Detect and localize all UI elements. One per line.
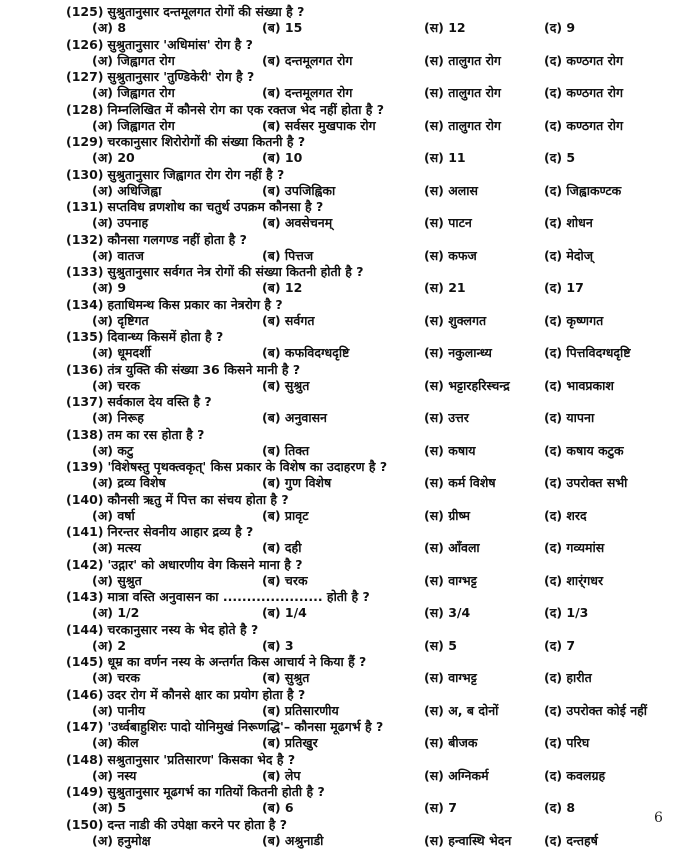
question-text: कौनसी ऋतु में पित्त का संचय होता है ? bbox=[107, 491, 289, 507]
question-list bbox=[0, 4, 680, 849]
option-d: (द) दन्तहर्ष bbox=[544, 832, 598, 848]
question-item bbox=[0, 134, 680, 167]
question-text: सप्तविध व्रणशोथ का चतुर्थ उपक्रम कौनसा है ? bbox=[107, 199, 324, 214]
question-text: 'उर्ध्वबाहुशिरः पादो योनिमुखं निरूणद्धि'– कौनसा मूढगर्भ है ? bbox=[107, 719, 384, 734]
question-number: (138) bbox=[66, 426, 104, 442]
question-number: (150) bbox=[66, 816, 104, 832]
option-a: (अ) वर्षा bbox=[92, 507, 135, 523]
option-b: (ब) सर्वगत bbox=[262, 312, 315, 328]
options-row bbox=[0, 183, 680, 200]
option-a: (अ) अधिजिह्वा bbox=[92, 182, 162, 198]
question-text: सश्रुतानुसार 'प्रतिसारण' किसका भेद है ? bbox=[107, 751, 296, 767]
question-line bbox=[0, 167, 680, 183]
question-item bbox=[0, 4, 680, 37]
option-b: (ब) 3 bbox=[262, 637, 294, 653]
option-a: (अ) द्रव्य विशेष bbox=[92, 475, 166, 490]
option-b: (ब) अनुवासन bbox=[262, 410, 327, 425]
option-d: (द) कवलग्रह bbox=[544, 767, 606, 783]
question-item bbox=[0, 362, 680, 395]
question-text: सर्वकाल देय वस्ति है ? bbox=[107, 394, 212, 409]
question-item bbox=[0, 69, 680, 102]
options-row bbox=[0, 215, 680, 232]
option-c: (स) 5 bbox=[424, 637, 457, 653]
question-item bbox=[0, 752, 680, 785]
question-line bbox=[0, 654, 680, 670]
options-row bbox=[0, 605, 680, 622]
option-a: (अ) दृष्टिगत bbox=[92, 312, 149, 328]
option-a: (अ) कटु bbox=[92, 442, 134, 458]
question-text: चरकानुसार नस्य के भेद होते है ? bbox=[107, 621, 259, 637]
question-item bbox=[0, 589, 680, 622]
option-a: (अ) नस्य bbox=[92, 767, 137, 783]
question-number: (127) bbox=[66, 69, 104, 84]
option-d: (द) 5 bbox=[544, 150, 576, 165]
option-d: (द) 8 bbox=[544, 800, 576, 815]
option-a: (अ) जिह्वागत रोग bbox=[92, 52, 175, 68]
question-item bbox=[0, 719, 680, 752]
question-text: निम्नलिखित में कौनसे रोग का एक रक्तज भेद नहीं होता है ? bbox=[107, 101, 385, 117]
question-number: (132) bbox=[66, 231, 104, 247]
option-c: (स) 12 bbox=[424, 20, 466, 35]
options-row bbox=[0, 248, 680, 265]
option-d: (द) 1/3 bbox=[544, 605, 589, 620]
question-number: (133) bbox=[66, 264, 104, 279]
question-text: मात्रा वस्ति अनुवासन का ..................... होती है ? bbox=[107, 589, 370, 604]
option-b: (ब) सर्वसर मुखपाक रोग bbox=[262, 117, 376, 133]
option-d: (द) 9 bbox=[544, 20, 576, 35]
option-d: (द) हारीत bbox=[544, 670, 592, 685]
question-line bbox=[0, 37, 680, 53]
option-d: (द) 7 bbox=[544, 637, 576, 653]
option-c: (स) उत्तर bbox=[424, 410, 469, 425]
question-number: (147) bbox=[66, 719, 104, 734]
question-number: (131) bbox=[66, 199, 104, 214]
option-d: (द) कण्ठगत रोग bbox=[544, 85, 623, 100]
options-row bbox=[0, 800, 680, 817]
question-line bbox=[0, 784, 680, 800]
question-line bbox=[0, 199, 680, 215]
option-d: (द) उपरोक्त सभी bbox=[544, 475, 628, 490]
question-item bbox=[0, 232, 680, 265]
question-line bbox=[0, 362, 680, 378]
option-c: (स) पाटन bbox=[424, 215, 472, 230]
question-line bbox=[0, 4, 680, 20]
option-d: (द) शोधन bbox=[544, 215, 593, 230]
option-b: (ब) प्रतिसारणीय bbox=[262, 702, 339, 718]
option-c: (स) वाग्भट्ट bbox=[424, 572, 477, 588]
question-line bbox=[0, 427, 680, 443]
option-b: (ब) पित्तज bbox=[262, 247, 314, 263]
question-number: (149) bbox=[66, 784, 104, 799]
question-line bbox=[0, 102, 680, 118]
option-b: (ब) कफविदग्धदृष्टि bbox=[262, 345, 350, 360]
option-a: (अ) 5 bbox=[92, 800, 127, 815]
question-text: तम का रस होता है ? bbox=[107, 426, 205, 442]
option-b: (ब) दन्तमूलगत रोग bbox=[262, 52, 353, 68]
options-row bbox=[0, 703, 680, 720]
option-a: (अ) कील bbox=[92, 735, 139, 750]
option-b: (ब) गुण विशेष bbox=[262, 475, 332, 490]
question-item bbox=[0, 557, 680, 590]
question-text: सुश्रुतानुसार 'अधिमांस' रोग है ? bbox=[107, 36, 253, 52]
options-row bbox=[0, 573, 680, 590]
option-b: (ब) अवसेचनम् bbox=[262, 215, 333, 230]
option-d: (द) भावप्रकाश bbox=[544, 377, 614, 393]
option-c: (स) तालुगत रोग bbox=[424, 85, 501, 100]
option-a: (अ) निरूह bbox=[92, 410, 144, 425]
question-number: (130) bbox=[66, 166, 104, 182]
question-item bbox=[0, 264, 680, 297]
option-d: (द) कण्ठगत रोग bbox=[544, 52, 623, 68]
option-b: (ब) 15 bbox=[262, 20, 303, 35]
question-line bbox=[0, 752, 680, 768]
option-b: (ब) 1/4 bbox=[262, 605, 307, 620]
question-number: (145) bbox=[66, 654, 104, 669]
option-a: (अ) सुश्रुत bbox=[92, 572, 142, 588]
option-c: (स) 11 bbox=[424, 150, 466, 165]
question-text: सुश्रुतानुसार जिह्वागत रोग रोग नहीं है ? bbox=[107, 166, 285, 182]
option-d: (द) गव्यमांस bbox=[544, 540, 605, 555]
option-a: (अ) मत्स्य bbox=[92, 540, 141, 555]
options-row bbox=[0, 540, 680, 557]
question-number: (128) bbox=[66, 101, 104, 117]
option-d: (द) कण्ठगत रोग bbox=[544, 117, 623, 133]
option-a: (अ) जिह्वागत रोग bbox=[92, 117, 175, 133]
option-c: (स) 21 bbox=[424, 280, 466, 295]
question-line bbox=[0, 297, 680, 313]
question-text: चरकानुसार शिरोरोगों की संख्या कितनी है ? bbox=[107, 134, 306, 149]
question-text: सुश्रुतानुसार दन्तमूलगत रोगों की संख्या है ? bbox=[107, 4, 305, 19]
question-number: (140) bbox=[66, 491, 104, 507]
question-line bbox=[0, 69, 680, 85]
options-row bbox=[0, 410, 680, 427]
question-text: उदर रोग में कौनसे क्षार का प्रयोग होता है ? bbox=[107, 686, 306, 702]
question-item bbox=[0, 524, 680, 557]
question-text: दन्त नाडी की उपेक्षा करने पर होता है ? bbox=[107, 816, 288, 832]
option-a: (अ) 8 bbox=[92, 20, 127, 35]
option-c: (स) 7 bbox=[424, 800, 457, 815]
option-d: (द) शार्ंगधर bbox=[544, 572, 604, 588]
option-d: (द) 17 bbox=[544, 280, 584, 295]
option-c: (स) शुक्लगत bbox=[424, 312, 487, 328]
question-text: निरन्तर सेवनीय आहार द्रव्य है ? bbox=[107, 524, 254, 539]
option-a: (अ) पानीय bbox=[92, 702, 146, 718]
question-item bbox=[0, 622, 680, 655]
options-row bbox=[0, 150, 680, 167]
option-c: (स) तालुगत रोग bbox=[424, 52, 501, 68]
options-row bbox=[0, 20, 680, 37]
option-d: (द) कृष्णगत bbox=[544, 312, 604, 328]
question-item bbox=[0, 784, 680, 817]
page-number: 6 bbox=[654, 810, 663, 826]
options-row bbox=[0, 508, 680, 525]
option-a: (अ) हनुमोक्ष bbox=[92, 832, 151, 848]
question-text: सुश्रुतानुसार मूढगर्भ का गतियों कितनी होती है ? bbox=[107, 784, 325, 799]
question-item bbox=[0, 329, 680, 362]
option-a: (अ) उपनाह bbox=[92, 215, 149, 230]
question-number: (126) bbox=[66, 36, 104, 52]
question-item bbox=[0, 687, 680, 720]
option-b: (ब) दन्तमूलगत रोग bbox=[262, 85, 353, 100]
option-b: (ब) अश्रुनाडी bbox=[262, 832, 324, 848]
question-item bbox=[0, 297, 680, 330]
question-item bbox=[0, 167, 680, 200]
question-line bbox=[0, 232, 680, 248]
option-a: (अ) जिह्वागत रोग bbox=[92, 85, 175, 100]
options-row bbox=[0, 735, 680, 752]
option-a: (अ) वातज bbox=[92, 247, 144, 263]
question-number: (139) bbox=[66, 459, 104, 474]
options-row bbox=[0, 768, 680, 785]
option-c: (स) नकुलान्ध्य bbox=[424, 345, 492, 360]
question-number: (146) bbox=[66, 686, 104, 702]
option-d: (द) जिह्वाकण्टक bbox=[544, 182, 622, 198]
option-c: (स) हन्वास्थि भेदन bbox=[424, 832, 512, 848]
option-b: (ब) 12 bbox=[262, 280, 303, 295]
option-a: (अ) चरक bbox=[92, 670, 140, 685]
options-row bbox=[0, 638, 680, 655]
options-row bbox=[0, 280, 680, 297]
question-line bbox=[0, 557, 680, 573]
question-text: सुश्रुतानुसार सर्वगत नेत्र रोगों की संख्या कितनी होती है ? bbox=[107, 264, 364, 279]
option-b: (ब) 6 bbox=[262, 800, 294, 815]
question-number: (148) bbox=[66, 751, 104, 767]
option-c: (स) अ, ब दोनों bbox=[424, 702, 499, 718]
option-d: (द) पित्तविदग्धदृष्टि bbox=[544, 345, 631, 360]
option-c: (स) कफज bbox=[424, 247, 477, 263]
option-c: (स) 3/4 bbox=[424, 605, 471, 620]
question-number: (141) bbox=[66, 524, 104, 539]
question-line bbox=[0, 817, 680, 833]
option-c: (स) बीजक bbox=[424, 735, 478, 750]
question-item bbox=[0, 394, 680, 427]
option-b: (ब) सुश्रुत bbox=[262, 377, 310, 393]
option-b: (ब) प्रावृट bbox=[262, 507, 309, 523]
option-b: (ब) सुश्रुत bbox=[262, 670, 310, 685]
option-a: (अ) 1/2 bbox=[92, 605, 140, 620]
option-a: (अ) 2 bbox=[92, 637, 127, 653]
question-line bbox=[0, 492, 680, 508]
question-item bbox=[0, 427, 680, 460]
option-c: (स) अलास bbox=[424, 182, 478, 198]
question-text: 'विशेषस्तु पृथक्त्वकृत्' किस प्रकार के विशेष का उदाहरण है ? bbox=[107, 459, 388, 474]
question-text: 'उद्गार' को अधारणीय वेग किसने माना है ? bbox=[107, 556, 303, 572]
question-text: हताधिमन्थ किस प्रकार का नेत्ररोग है ? bbox=[107, 296, 283, 312]
option-d: (द) उपरोक्त कोई नहीं bbox=[544, 702, 648, 718]
question-text: कौनसा गलगण्ड नहीं होता है ? bbox=[107, 231, 247, 247]
question-item bbox=[0, 199, 680, 232]
option-d: (द) परिघ bbox=[544, 735, 590, 750]
question-number: (125) bbox=[66, 4, 104, 19]
options-row bbox=[0, 443, 680, 460]
question-text: तंत्र युक्ति की संख्या 36 किसने मानी है ? bbox=[107, 361, 301, 377]
option-c: (स) तालुगत रोग bbox=[424, 117, 501, 133]
question-item bbox=[0, 817, 680, 850]
option-c: (स) आँवला bbox=[424, 540, 480, 555]
options-row bbox=[0, 53, 680, 70]
question-line bbox=[0, 329, 680, 345]
option-c: (स) कषाय bbox=[424, 442, 476, 458]
option-c: (स) भट्टारहरिस्चन्द्र bbox=[424, 377, 510, 393]
question-text: धूम्र का वर्णन नस्य के अन्तर्गत किस आचार्य ने किया हैं ? bbox=[107, 654, 367, 669]
question-item bbox=[0, 459, 680, 492]
question-line bbox=[0, 687, 680, 703]
options-row bbox=[0, 85, 680, 102]
option-b: (ब) चरक bbox=[262, 572, 308, 588]
options-row bbox=[0, 475, 680, 492]
option-c: (स) अग्निकर्म bbox=[424, 767, 489, 783]
question-line bbox=[0, 134, 680, 150]
options-row bbox=[0, 313, 680, 330]
question-line bbox=[0, 622, 680, 638]
question-line bbox=[0, 719, 680, 735]
option-c: (स) वाग्भट्ट bbox=[424, 670, 477, 685]
option-b: (ब) तिक्त bbox=[262, 442, 310, 458]
option-d: (द) शरद bbox=[544, 507, 587, 523]
option-a: (अ) 9 bbox=[92, 280, 127, 295]
option-a: (अ) 20 bbox=[92, 150, 135, 165]
option-a: (अ) चरक bbox=[92, 377, 140, 393]
option-b: (ब) दही bbox=[262, 540, 302, 555]
option-c: (स) कर्म विशेष bbox=[424, 475, 496, 490]
options-row bbox=[0, 118, 680, 135]
option-d: (द) यापना bbox=[544, 410, 595, 425]
option-c: (स) ग्रीष्म bbox=[424, 507, 470, 523]
question-number: (129) bbox=[66, 134, 104, 149]
question-text: दिवान्ध्य किसमें होता है ? bbox=[107, 329, 224, 344]
question-item bbox=[0, 654, 680, 687]
question-line bbox=[0, 394, 680, 410]
question-number: (142) bbox=[66, 556, 104, 572]
question-number: (143) bbox=[66, 589, 104, 604]
options-row bbox=[0, 833, 680, 850]
question-number: (144) bbox=[66, 621, 104, 637]
options-row bbox=[0, 345, 680, 362]
option-b: (ब) प्रतिखुर bbox=[262, 735, 318, 750]
question-line bbox=[0, 589, 680, 605]
question-text: सुश्रुतानुसार 'तुण्डिकेरी' रोग है ? bbox=[107, 69, 255, 84]
option-b: (ब) लेप bbox=[262, 767, 301, 783]
option-b: (ब) उपजिह्विका bbox=[262, 182, 336, 198]
question-line bbox=[0, 524, 680, 540]
option-d: (द) मेदोज् bbox=[544, 247, 594, 263]
option-d: (द) कषाय कटुक bbox=[544, 442, 624, 458]
question-number: (136) bbox=[66, 361, 104, 377]
question-number: (134) bbox=[66, 296, 104, 312]
question-number: (135) bbox=[66, 329, 104, 344]
question-number: (137) bbox=[66, 394, 104, 409]
question-item bbox=[0, 102, 680, 135]
option-a: (अ) धूमदर्शी bbox=[92, 345, 151, 360]
question-line bbox=[0, 264, 680, 280]
question-line bbox=[0, 459, 680, 475]
options-row bbox=[0, 378, 680, 395]
question-item bbox=[0, 37, 680, 70]
question-item bbox=[0, 492, 680, 525]
options-row bbox=[0, 670, 680, 687]
option-b: (ब) 10 bbox=[262, 150, 303, 165]
